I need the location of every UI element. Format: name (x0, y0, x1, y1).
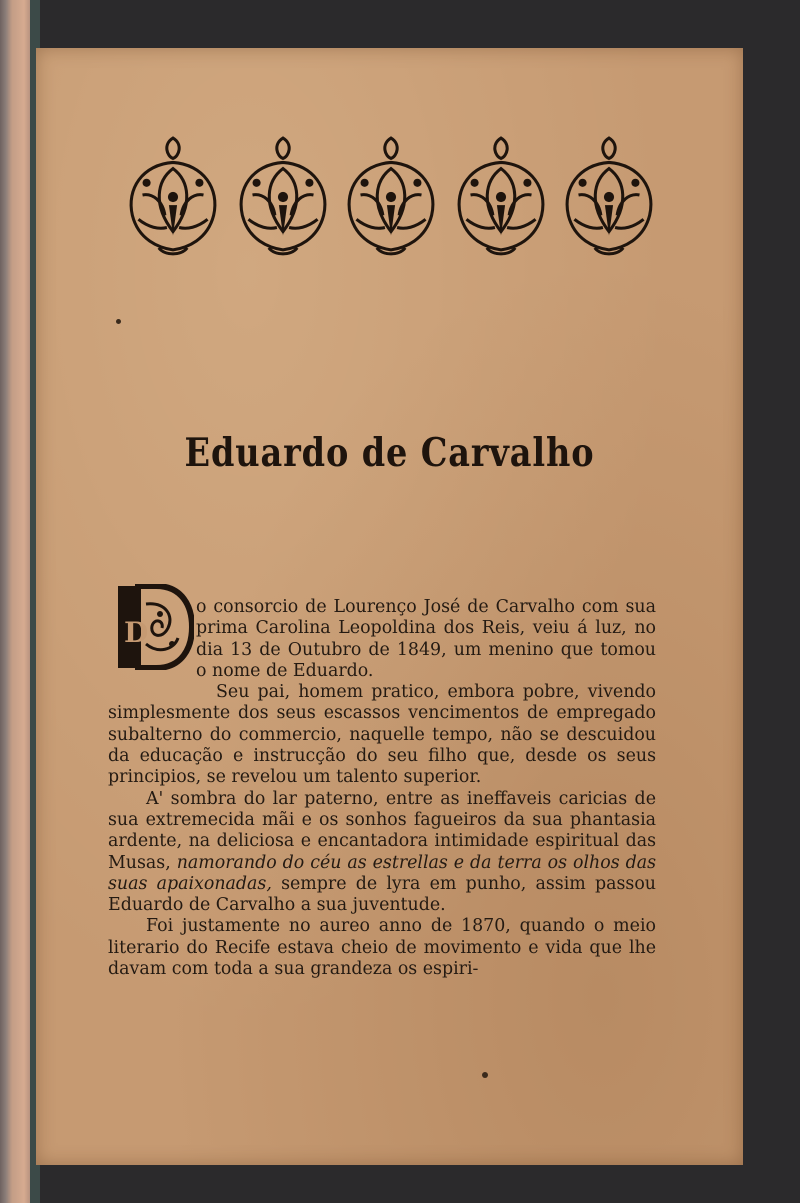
paragraph-3-text-b: sempre de lyra em punho, assim passou Eduardo de Carvalho a sua juventude. (108, 873, 656, 916)
ornament-icon (232, 134, 334, 260)
paragraph-3 (108, 789, 656, 917)
paragraph-4-text: Foi justamente no aureo anno de 1870, quando o meio literario do Recife estava cheio de movimento e vida que lhe davam com toda a sua grandeza os espiri- (108, 916, 656, 980)
paragraph-1: o consorcio de Lourenço José de Carvalho com sua prima Carolina Leopoldina dos Reis, veiu á luz, no dia 13 de Outubro de 1849, um menino que tomou o nome de Eduardo. (196, 597, 656, 681)
ornament-icon (450, 134, 552, 260)
ink-speck (482, 1072, 488, 1078)
paragraph-2-text: Seu pai, homem pratico, embora pobre, vivendo simplesmente dos seus escassos vencimentos de empregado subalterno do commercio, naquelle tempo, não se descuidou da educação e instrucção do seu filho que, desde os seus principios, se revelou um talento superior. (108, 682, 656, 788)
facing-page-edge (0, 0, 34, 1203)
page-title: Eduardo de Carvalho (184, 430, 595, 476)
paragraph-3-text-a: A' sombra do lar paterno, entre as ineffaveis caricias de sua extremecida mãi e os sonhos fagueiros da sua phantasia ardente, na deliciosa e encantadora intimidade espiritual das Musas, (108, 788, 656, 873)
paragraph-2 (108, 682, 656, 788)
ornament-icon (340, 134, 442, 260)
book-page (36, 48, 743, 1165)
ink-speck (116, 319, 121, 324)
ornament-icon (558, 134, 660, 260)
dropcap-letter: D (124, 616, 149, 649)
paragraph-4 (108, 916, 656, 980)
ornament-band (122, 134, 662, 260)
article-body (108, 597, 656, 980)
ornament-icon (122, 134, 224, 260)
paragraph-3-italic: namorando do céu as estrellas e da terra os olhos das suas apaixonadas, (108, 852, 656, 894)
